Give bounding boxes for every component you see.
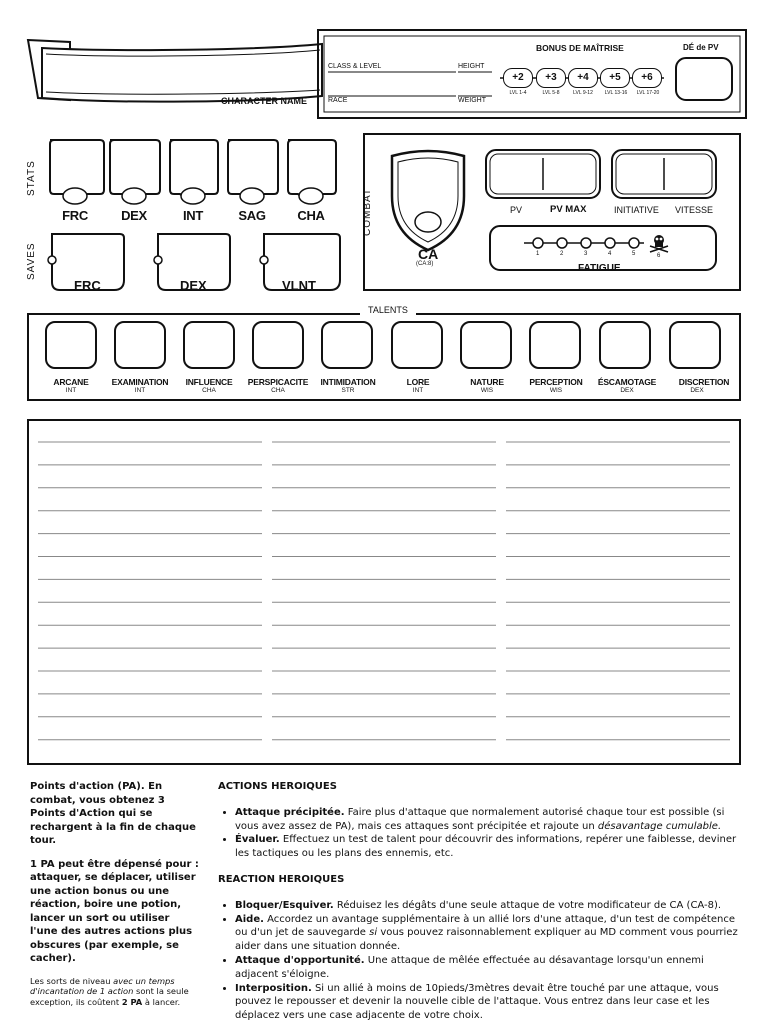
stat-frc: FRC	[62, 208, 88, 223]
fatigue-level-3: 3	[584, 251, 588, 257]
talent-attr: WIS	[549, 387, 563, 394]
ap-text: En combat, vous obtenez 3 Points d'Action qui se rechargent à la fin de chaque tour.	[30, 781, 196, 846]
ap-one: 1 PA	[30, 858, 55, 870]
ap-title: Points d'action (PA).	[30, 781, 145, 792]
ca-label: CA	[418, 246, 439, 262]
stat-int: INT	[182, 208, 204, 223]
proficiency-token: +6 LVL 17-20	[632, 68, 664, 96]
character-name-label: CHARACTER NAME	[221, 96, 307, 106]
talent-perspicacite: PERSPICACITE	[247, 377, 309, 387]
spells-text-c: à lancer.	[144, 997, 181, 1008]
notes-lines	[38, 442, 730, 740]
notes-frame	[28, 420, 740, 764]
talent-escamotage: ÉSCAMOTAGE	[597, 377, 657, 387]
stat-sag: SAG	[238, 208, 266, 223]
heroic-actions-title: ACTIONS HEROIQUES	[218, 781, 337, 792]
rule-opportunity: • Attaque d'opportunité. Une attaque de mêlée effectuée au désavantage lorsqu'un ennemi adjacent s'éloigne.	[235, 954, 738, 982]
talent-boxes	[46, 322, 720, 368]
pv-label: PV	[510, 205, 523, 215]
talent-attr: INT	[65, 387, 77, 394]
fatigue-level-1: 1	[536, 251, 540, 257]
stats-section-label: STATS	[26, 160, 37, 196]
talent-attr: STR	[341, 387, 355, 394]
action-points-rules	[30, 780, 200, 1018]
save-frc: FRC	[74, 278, 101, 293]
rule-rush: • Attaque précipitée. Faire plus d'attaque que normalement autorisé chaque tour est possible (si vous avez assez de PA), mais ces attaques sont précipitée et rajoute un désavantage cumulable.	[235, 806, 738, 834]
speed-label: VITESSE	[675, 205, 714, 215]
fatigue-level-6: 6	[657, 253, 661, 259]
proficiency-token: +3 LVL 5-8	[536, 68, 566, 96]
proficiency-token: +5 LVL 13-16	[600, 68, 632, 96]
save-dex: DEX	[180, 278, 207, 293]
rule-interpose: • Interposition. Si un allié à moins de 10pieds/3mètres devait être touché par une attaque, vous pouvez le repousser et devenir la nouvelle cible de l'attaque. Vous entrez dans leur case et les déplacez vers une case adjacente de votre choix.	[235, 982, 738, 1023]
talent-intimidation: INTIMIDATION	[320, 377, 376, 387]
proficiency-title: BONUS DE MAÎTRISE	[536, 43, 624, 53]
spells-text-b: sont la seule exception, ils coûtent	[30, 986, 189, 1008]
spells-text-a: Les sorts de niveau	[30, 975, 111, 986]
rule-evaluate: • Évaluer. Effectuez un test de talent pour découvrir des informations, repérer une faiblesse, deviner les tactiques ou les plans des ennemis, etc.	[235, 833, 738, 861]
talent-attr: INT	[134, 387, 146, 394]
talent-attr: CHA	[271, 387, 285, 394]
talent-examination: EXAMINATION	[111, 377, 169, 387]
save-vlnt: VLNT	[282, 278, 316, 293]
stat-cha: CHA	[297, 208, 325, 223]
talent-attr: DEX	[690, 387, 704, 394]
height-label: HEIGHT	[458, 63, 485, 70]
ca-shield	[392, 151, 464, 250]
spells-cost: 2 PA	[121, 997, 143, 1008]
talent-perception: PERCEPTION	[529, 377, 583, 387]
talent-arcane: ARCANE	[53, 377, 89, 387]
rule-aid: • Aide. Accordez un avantage supplémentaire à un allié lors d'une attaque, d'un test de compétence ou d'un jet de sauvegarde si vous pouvez raisonnablement expliquer au MD comment vous pourriez aider dans une situation donnée.	[235, 913, 738, 954]
talent-nature: NATURE	[470, 377, 504, 387]
hit-die-box	[676, 58, 732, 100]
fatigue-level-5: 5	[632, 251, 636, 257]
rule-block: • Bloquer/Esquiver. Réduisez les dégâts d'une seule attaque de votre modificateur de CA (CA-8).	[235, 899, 738, 913]
talent-attr: INT	[412, 387, 424, 394]
heroic-rules	[218, 780, 738, 1035]
name-scroll-banner	[28, 40, 322, 102]
fatigue-level-4: 4	[608, 251, 612, 257]
skull-icon	[650, 235, 668, 252]
saves-section-label: SAVES	[26, 242, 37, 280]
talent-influence: INFLUENCE	[185, 377, 233, 387]
proficiency-token: +4 LVL 9-12	[568, 68, 598, 96]
fatigue-level-2: 2	[560, 251, 564, 257]
ap-one-text: peut être dépensé pour : attaquer, se déplacer, utiliser une action bonus ou une réaction, boire une potion, lancer un sort ou utiliser l'une des autres actions plus obscures (par exemple, se cacher).	[30, 858, 199, 964]
race-label: RACE	[328, 97, 348, 104]
proficiency-token: +2 LVL 1-4	[503, 68, 533, 96]
fatigue-label: FATIGUE	[578, 263, 621, 274]
stat-dex: DEX	[121, 208, 147, 223]
weight-label: WEIGHT	[458, 97, 486, 104]
class-level-label: CLASS & LEVEL	[328, 63, 382, 70]
ca-sub-label: (CA:8)	[416, 261, 434, 267]
talent-lore: LORE	[406, 377, 430, 387]
talent-attr: DEX	[620, 387, 634, 394]
talents-section-label: TALENTS	[360, 305, 416, 315]
talent-discretion: DISCRETION	[678, 377, 730, 387]
pv-max-label: PV MAX	[550, 204, 587, 215]
combat-section-label: COMBAT	[362, 187, 373, 236]
talent-attr: WIS	[480, 387, 494, 394]
spells-text-em: avec un temps d'incantation de 1 action	[30, 975, 175, 997]
heroic-reactions-title: REACTION HEROIQUES	[218, 873, 345, 885]
talent-attr: CHA	[202, 387, 216, 394]
hit-die-label: DÉ de PV	[683, 43, 719, 52]
initiative-label: INITIATIVE	[614, 205, 659, 215]
